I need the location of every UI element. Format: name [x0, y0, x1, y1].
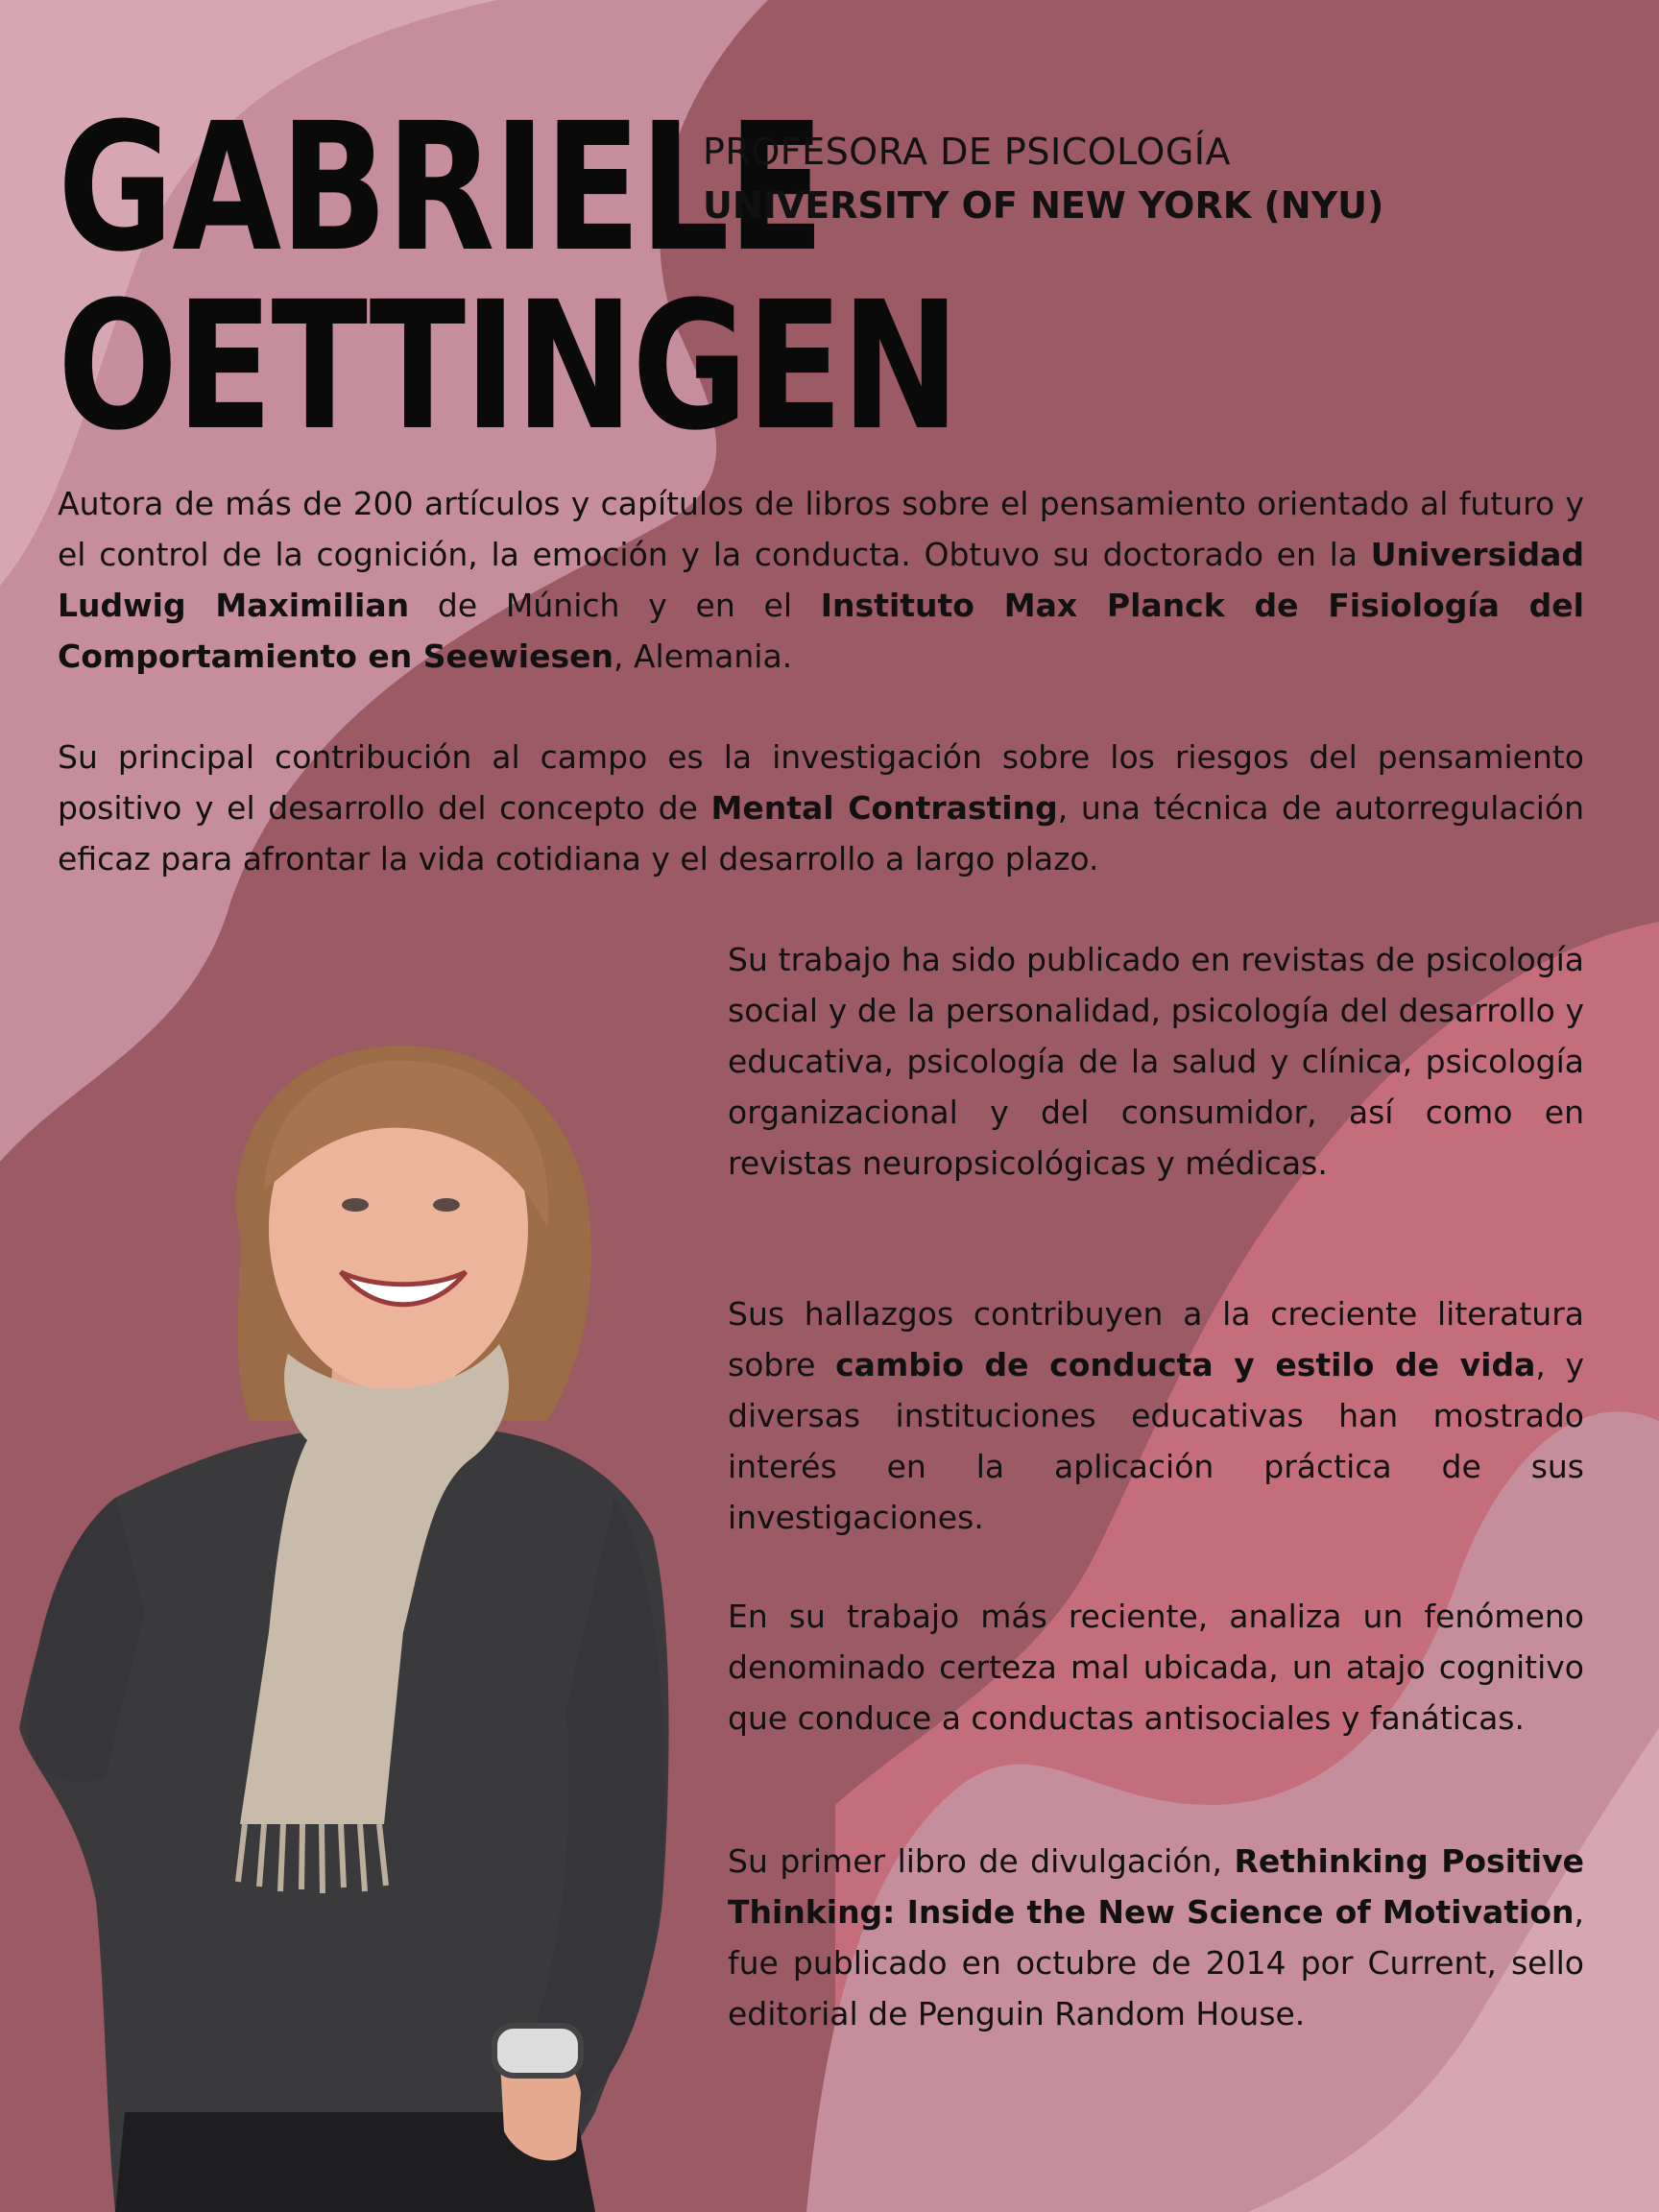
text-run: Sus hallazgos contribuyen a la creciente literatura sobre: [728, 1295, 1584, 1383]
bio-paragraph-1: [58, 478, 1584, 682]
role-block: [703, 125, 1383, 232]
bio-paragraph-3: [728, 934, 1584, 1189]
text-run: de Múnich y en el: [409, 587, 821, 624]
bold-text: cambio de conducta y estilo de vida: [835, 1346, 1536, 1383]
bold-text: Rethinking Positive Thinking: Inside the New Science of Motivation: [728, 1842, 1584, 1931]
bold-text: Instituto Max Planck de Fisiología del Comportamiento en Seewiesen: [58, 587, 1584, 675]
text-run: , y diversas instituciones educativas han mostrado interés en la aplicación práctica de sus investigaciones.: [728, 1346, 1584, 1536]
text-run: , fue publicado en octubre de 2014 por Current, sello editorial de Penguin Random House.: [728, 1893, 1584, 2032]
role-title: PROFESORA DE PSICOLOGÍA: [703, 131, 1231, 173]
text-run: , Alemania.: [613, 637, 793, 675]
text-run: Su primer libro de divulgación,: [728, 1842, 1235, 1880]
first-name-heading: GABRIELE: [58, 85, 824, 291]
text-run: En su trabajo más reciente, analiza un fenómeno denominado certeza mal ubicada, un atajo cognitivo que conduce a conductas antisociales y fanáticas.: [728, 1598, 1584, 1737]
text-run: Su principal contribución al campo es la investigación sobre los riesgos del pensamiento positivo y el desarrollo del concepto de: [58, 738, 1584, 827]
text-run: Autora de más de 200 artículos y capítulos de libros sobre el pensamiento orientado al futuro y el control de la cognición, la emoción y la conducta. Obtuvo su doctorado en la: [58, 485, 1584, 573]
text-run: Su trabajo ha sido publicado en revistas de psicología social y de la personalidad, psicología del desarrollo y educativa, psicología de la salud y clínica, psicología organizacional y del consumidor, así como en revistas neuropsicológicas y médicas.: [728, 941, 1584, 1182]
text-run: , una técnica de autorregulación eficaz para afrontar la vida cotidiana y el desarrollo a largo plazo.: [58, 789, 1585, 878]
bold-text: Mental Contrasting: [710, 789, 1058, 827]
institution-name: UNIVERSITY OF NEW YORK (NYU): [703, 184, 1384, 227]
last-name-heading: OETTINGEN: [58, 264, 959, 469]
bio-paragraph-5: [728, 1591, 1584, 1743]
bio-paragraph-2: [58, 732, 1584, 884]
bio-paragraph-6: [728, 1836, 1584, 2039]
bold-text: Universidad Ludwig Maximilian: [58, 536, 1584, 624]
bio-paragraph-4: [728, 1288, 1584, 1543]
